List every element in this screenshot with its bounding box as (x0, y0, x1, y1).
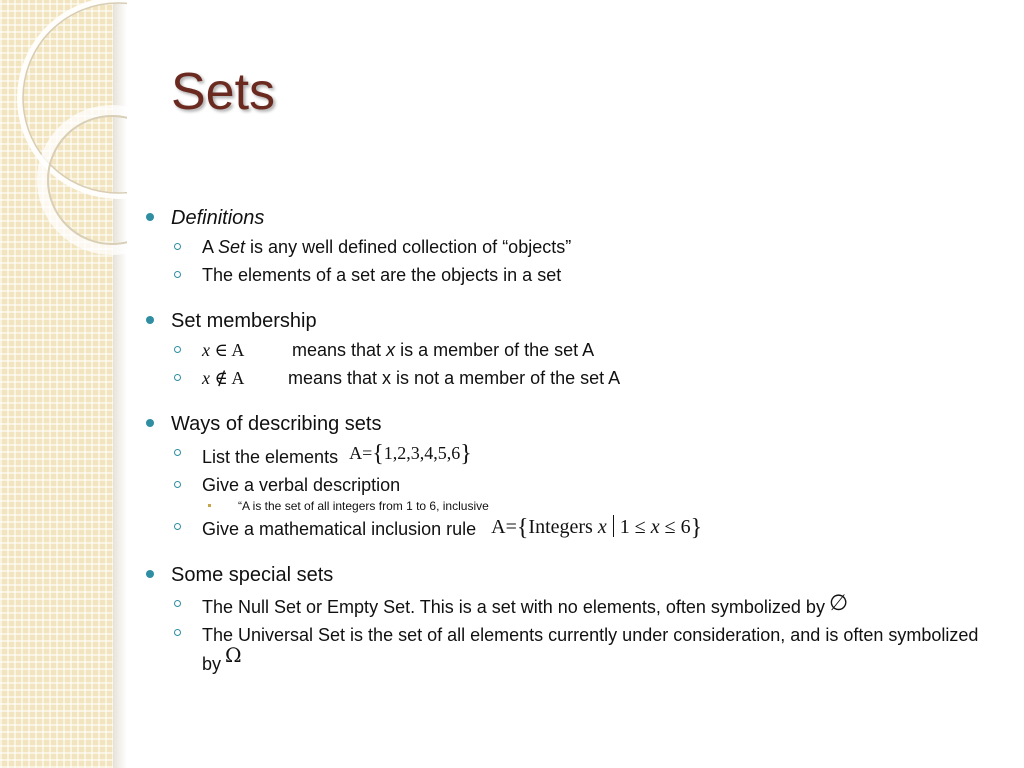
bullet-membership (146, 306, 1006, 336)
set-term: Set (218, 237, 246, 257)
empty-set-symbol: ∅ (828, 591, 849, 616)
sub-bullet-set-definition (146, 233, 1006, 261)
ring-bullet-icon (174, 600, 181, 607)
sub-bullet-null-set (146, 590, 1006, 621)
ring-bullet-icon (174, 271, 181, 278)
text-segment: The Universal Set is the set of all elements currently under consideration, and is often symbolized by (202, 625, 979, 674)
text-segment: List the elements (202, 447, 339, 467)
ring-bullet-icon (174, 481, 181, 488)
heading-special: Some special sets (171, 564, 334, 586)
slide-body (146, 203, 1006, 674)
omega-symbol: Ω (225, 643, 242, 667)
bullet-icon (146, 419, 154, 427)
square-bullet-icon (208, 504, 211, 507)
sub-bullet-list (146, 439, 1006, 471)
list-formula: A={1,2,3,4,5,6} (349, 441, 472, 467)
decorative-rings (0, 0, 127, 260)
ring-bullet-icon (174, 629, 181, 636)
sub-bullet-verbal (146, 471, 1006, 499)
text-segment: means that (292, 340, 387, 360)
sub-bullet-rule (146, 513, 1006, 543)
sub-bullet-universal-set (146, 621, 1006, 674)
member-formula: x ∈ A (202, 340, 245, 360)
not-member-formula: x ∉ A (202, 368, 245, 388)
slide-title: Sets (171, 63, 276, 121)
sub-sub-bullet-verbal-example (146, 499, 1006, 513)
bullet-definitions (146, 203, 1006, 233)
ring-bullet-icon (174, 374, 181, 381)
bullet-describing (146, 409, 1006, 439)
text-segment: is any well defined collection of “objects” (245, 237, 572, 257)
text-segment: The Null Set or Empty Set. This is a set with no elements, often symbolized by (202, 597, 825, 617)
text-segment: A (202, 237, 219, 257)
text-segment: Give a mathematical inclusion rule (202, 519, 477, 539)
ring-bullet-icon (174, 243, 181, 250)
heading-membership: Set membership (171, 310, 317, 332)
text-segment: The elements of a set are the objects in a set (202, 265, 562, 285)
bullet-icon (146, 213, 154, 221)
text-segment: x (386, 340, 396, 360)
text-segment: “A is the set of all integers from 1 to 6, inclusive (238, 499, 489, 513)
sub-bullet-elements (146, 261, 1006, 289)
heading-definitions: Definitions (171, 207, 265, 229)
bullet-icon (146, 570, 154, 578)
text-segment: is a member of the set A (395, 340, 595, 360)
rule-formula: A={Integers x 1 ≤ x ≤ 6} (491, 515, 703, 541)
bullet-icon (146, 316, 154, 324)
heading-describing: Ways of describing sets (171, 413, 382, 435)
sub-bullet-not-member (146, 364, 1006, 392)
ring-bullet-icon (174, 523, 181, 530)
ring-bullet-icon (174, 346, 181, 353)
ring-bullet-icon (174, 449, 181, 456)
text-segment: means that x is not a member of the set A (288, 368, 621, 388)
text-segment: Give a verbal description (202, 475, 401, 495)
bullet-special (146, 560, 1006, 590)
sub-bullet-member (146, 336, 1006, 364)
